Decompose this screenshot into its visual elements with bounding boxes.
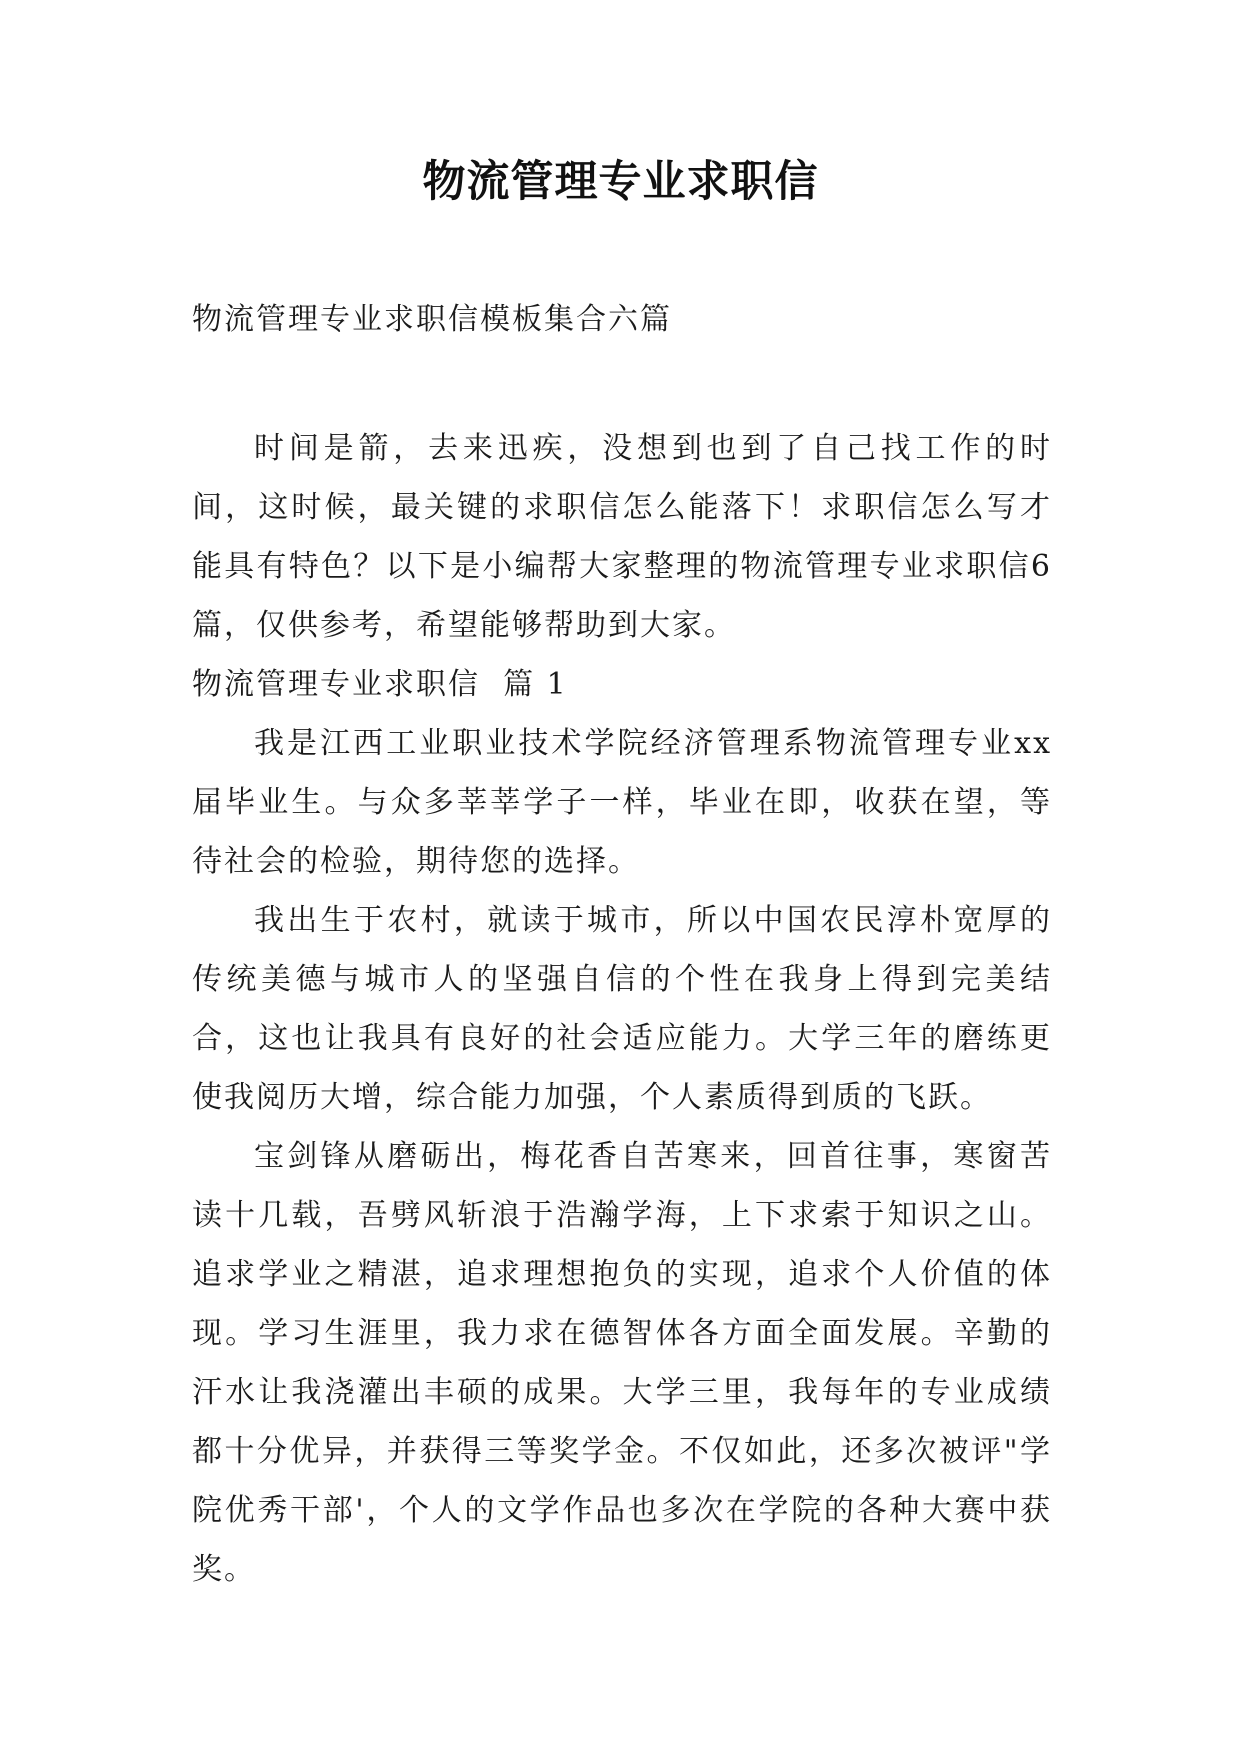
body-paragraph-3: 宝剑锋从磨砺出，梅花香自苦寒来，回首往事，寒窗苦读十几载，吾劈风斩浪于浩瀚学海，上下求索于知识之山。追求学业之精湛，追求理想抱负的实现，追求个人价值的体现。学习生涯里，我力求在德智体各方面全面发展。辛勤的汗水让我浇灌出丰硕的成果。大学三里，我每年的专业成绩都十分优异，并获得三等奖学金。不仅如此，还多次被评"学院优秀干部'，个人的文学作品也多次在学院的各种大赛中获奖。 xyxy=(192,1139,1052,1587)
section-heading: 物流管理专业求职信 篇 1 xyxy=(192,667,568,702)
body-paragraph-2: 我出生于农村，就读于城市，所以中国农民淳朴宽厚的传统美德与城市人的坚强自信的个性在我身上得到完美结合，这也让我具有良好的社会适应能力。大学三年的磨练更使我阅历大增，综合能力加强，个人素质得到质的飞跃。 xyxy=(192,903,1052,1115)
body-paragraph-1: 我是江西工业职业技术学院经济管理系物流管理专业xx届毕业生。与众多莘莘学子一样，毕业在即，收获在望，等待社会的检验，期待您的选择。 xyxy=(192,726,1052,879)
document-body xyxy=(192,290,1052,1599)
document-title: 物流管理专业求职信 xyxy=(422,157,819,207)
document-subtitle: 物流管理专业求职信模板集合六篇 xyxy=(192,302,672,337)
intro-paragraph: 时间是箭，去来迅疾，没想到也到了自己找工作的时间，这时候，最关键的求职信怎么能落下！求职信怎么写才能具有特色？以下是小编帮大家整理的物流管理专业求职信6篇，仅供参考，希望能够帮助到大家。 xyxy=(192,431,1052,643)
